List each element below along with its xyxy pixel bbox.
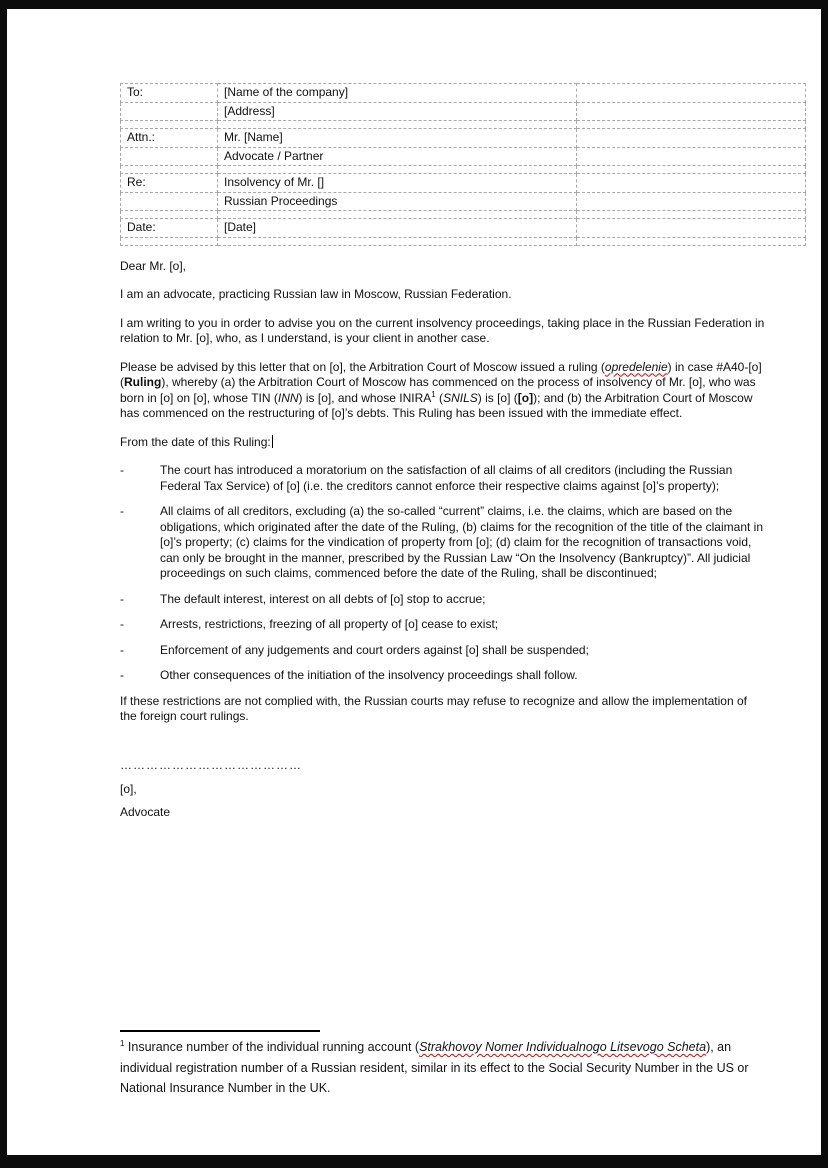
header-value-proceedings: Russian Proceedings bbox=[218, 192, 577, 211]
letter-body[interactable] bbox=[120, 259, 766, 821]
table-row bbox=[121, 129, 806, 148]
signature-name: [o], bbox=[120, 782, 137, 796]
header-value-company: [Name of the company] bbox=[218, 84, 577, 103]
footnote-reference: 1 bbox=[431, 389, 436, 399]
bullet-text: The court has introduced a moratorium on the satisfaction of all claims of all creditors (including the Russian Federal Tax Service) of [o] (i.e. the creditors cannot enforce their respective claims against [o]’s property); bbox=[160, 463, 733, 493]
header-label-to: To: bbox=[121, 84, 218, 103]
header-label-attn: Attn.: bbox=[121, 129, 218, 148]
table-row bbox=[121, 192, 806, 211]
bullet-marker: - bbox=[120, 617, 124, 631]
table-row bbox=[121, 174, 806, 193]
bullet-marker: - bbox=[120, 504, 124, 518]
paragraph-intro: I am an advocate, practicing Russian law in Moscow, Russian Federation. bbox=[120, 287, 512, 301]
bullet-text: Other consequences of the initiation of the insolvency proceedings shall follow. bbox=[160, 668, 578, 682]
misspelled-phrase: Strakhovoy Nomer Individualnogo Litsevogo Scheta bbox=[419, 1040, 707, 1054]
bullet-text: All claims of all creditors, excluding (a) the so-called “current” claims, i.e. the claims, which are based on the obligations, which originated after the date of the Ruling, (b) claims for the recognition of the title of the claimant in [o]’s property; (c) claims for the vindication of property from [o]; (d) claim for the recognition of transactions void, can only be brought in the manner, prescribed by the Russian Law “On the Insolvency (Bankruptcy)”. All judicial proceedings on such claims, commenced before the date of the Ruling, shall be discontinued; bbox=[160, 504, 763, 580]
paragraph-ruling-lead: From the date of this Ruling: bbox=[120, 434, 271, 449]
document-content bbox=[120, 83, 766, 820]
signature-title: Advocate bbox=[120, 804, 171, 819]
table-spacer-row bbox=[121, 166, 806, 174]
bullet-marker: - bbox=[120, 642, 124, 657]
bullet-item bbox=[120, 592, 766, 608]
header-value-subject: Insolvency of Mr. [] bbox=[218, 174, 577, 193]
header-value-role: Advocate / Partner bbox=[218, 147, 577, 166]
bullet-marker: - bbox=[120, 591, 124, 606]
bullet-text: Arrests, restrictions, freezing of all property of [o] cease to exist; bbox=[160, 617, 499, 631]
header-label-re: Re: bbox=[121, 174, 218, 193]
letter-header-table bbox=[120, 83, 806, 246]
bullet-list bbox=[120, 463, 766, 684]
table-row bbox=[121, 102, 806, 121]
header-value-name: Mr. [Name] bbox=[218, 129, 577, 148]
salutation: Dear Mr. [o], bbox=[120, 258, 187, 273]
footnote-text: $^1$ Insurance number of the individual running account (Strakhovoy Nomer Individualnogo Litsevogo Scheta), an individual registration number of a Russian resident, similar in its effect to the Social Security Number in the US or National Insurance Number in the UK. bbox=[120, 1038, 749, 1095]
table-row bbox=[121, 147, 806, 166]
bullet-item bbox=[120, 668, 766, 684]
bullet-item bbox=[120, 504, 766, 582]
text-cursor bbox=[272, 435, 273, 448]
bullet-item bbox=[120, 643, 766, 659]
table-row bbox=[121, 84, 806, 103]
signature-line: …………………………………… bbox=[120, 757, 302, 772]
paragraph-closing: If these restrictions are not complied with, the Russian courts may refuse to recognize and allow the implementation of the foreign court rulings. bbox=[120, 693, 747, 723]
table-spacer-row bbox=[121, 211, 806, 219]
header-value-date: [Date] bbox=[218, 219, 577, 238]
header-empty-cell bbox=[577, 84, 806, 103]
footnote-separator bbox=[120, 1030, 320, 1032]
paragraph-purpose: I am writing to you in order to advise you on the current insolvency proceedings, taking place in the Russian Federation in relation to Mr. [o], who, as I understand, is your client in another case. bbox=[120, 315, 765, 345]
document-page[interactable] bbox=[7, 9, 821, 1155]
footnote-marker: 1 bbox=[120, 1038, 125, 1048]
table-spacer-row bbox=[121, 237, 806, 245]
bullet-item bbox=[120, 617, 766, 633]
bullet-marker: - bbox=[120, 668, 124, 682]
table-row bbox=[121, 219, 806, 238]
bullet-marker: - bbox=[120, 463, 124, 477]
paragraph-ruling: Please be advised by this letter that on [o], the Arbitration Court of Moscow issued a ruling (opredelenie) in case #A40-[o] (Ruling), whereby (a) the Arbitration Court of Moscow has commenced on the process of insolvency of Mr. [o], who was born in [o] on [o], whose TIN (INN) is [o], and whose INIRA$^1$ (SNILS) is [o] ([o]); and (b) the Arbitration Court of Moscow has commenced on the restructuring of [o]’s debts. This Ruling has been issued with the immediate effect. bbox=[120, 359, 762, 420]
bullet-item bbox=[120, 463, 766, 494]
header-value-address: [Address] bbox=[218, 102, 577, 121]
bullet-text: The default interest, interest on all debts of [o] stop to accrue; bbox=[160, 591, 486, 606]
footnote bbox=[120, 1030, 766, 1099]
table-spacer-row bbox=[121, 121, 806, 129]
misspelled-word: opredelenie bbox=[604, 359, 668, 374]
bullet-text: Enforcement of any judgements and court orders against [o] shall be suspended; bbox=[160, 642, 589, 657]
header-label-date: Date: bbox=[121, 219, 218, 238]
